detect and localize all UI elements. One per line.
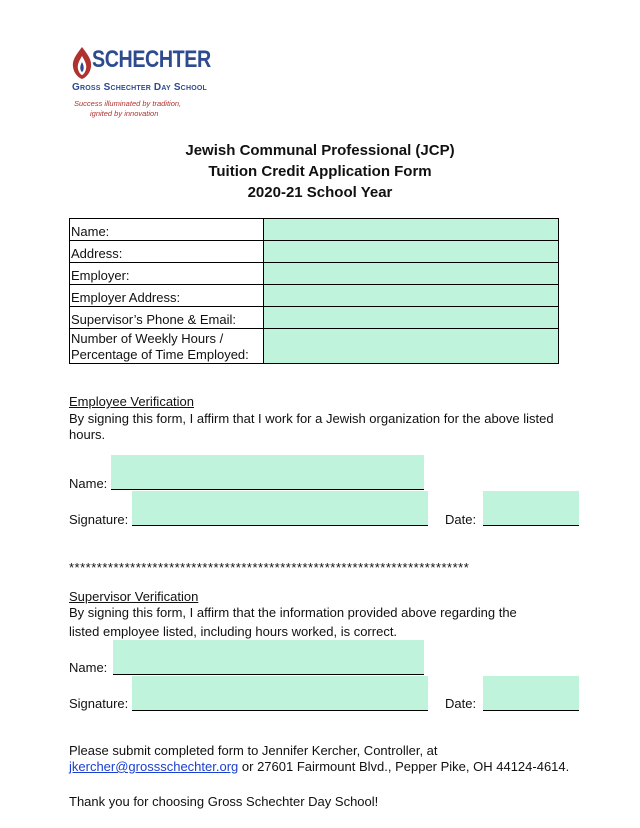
employee-date-field[interactable]	[483, 491, 579, 525]
name-field[interactable]	[264, 219, 559, 241]
table-row	[70, 329, 559, 364]
supervisor-signature-line	[132, 710, 428, 711]
supervisor-signature-label: Signature:	[69, 696, 129, 711]
name-label: Name:	[70, 219, 264, 241]
employer-field[interactable]	[264, 263, 559, 285]
mailing-address: or 27601 Fairmount Blvd., Pepper Pike, OH 44124-4614.	[238, 759, 570, 774]
supervisor-date-label: Date:	[445, 696, 477, 711]
hours-label	[70, 329, 264, 364]
title-line-3: 2020-21 School Year	[247, 184, 393, 201]
title-line-1: Jewish Communal Professional (JCP)	[185, 142, 455, 159]
submission-line-1: Please submit completed form to Jennifer Kercher, Controller, at	[69, 743, 438, 758]
submission-line-2	[69, 759, 569, 775]
employer-label: Employer:	[70, 263, 264, 285]
logo-tagline-line2: ignited by innovation	[90, 109, 159, 118]
supervisor-verification-text-1: By signing this form, I affirm that the information provided above regarding the	[69, 605, 517, 620]
supervisor-name-label: Name:	[69, 660, 108, 675]
thank-you-text: Thank you for choosing Gross Schechter Day School!	[69, 794, 379, 809]
table-row	[70, 219, 559, 241]
employee-verification-text: By signing this form, I affirm that I work for a Jewish organization for the above listed hours.	[69, 411, 554, 442]
employer-address-label: Employer Address:	[70, 285, 264, 307]
employer-address-field[interactable]	[264, 285, 559, 307]
supervisor-contact-field[interactable]	[264, 307, 559, 329]
supervisor-contact-label: Supervisor’s Phone & Email:	[70, 307, 264, 329]
employee-name-field[interactable]	[111, 455, 424, 489]
form-title	[0, 140, 640, 203]
employee-date-line	[483, 525, 579, 526]
supervisor-date-line	[483, 710, 579, 711]
supervisor-verification-heading: Supervisor Verification	[69, 589, 199, 604]
employee-name-line	[111, 489, 424, 490]
logo-tagline-line1: Success illuminated by tradition,	[74, 99, 182, 108]
supervisor-name-line	[113, 674, 424, 675]
employee-signature-line	[132, 525, 428, 526]
address-field[interactable]	[264, 241, 559, 263]
submission-instructions	[69, 743, 569, 775]
table-row	[70, 285, 559, 307]
logo-subtitle: Gross Schechter Day School	[72, 82, 207, 93]
address-label: Address:	[70, 241, 264, 263]
employee-verification-heading: Employee Verification	[69, 394, 195, 409]
hours-label-line1: Number of Weekly Hours /	[71, 331, 224, 346]
employee-signature-field[interactable]	[132, 491, 428, 525]
flame-icon	[70, 46, 94, 80]
supervisor-name-field[interactable]	[113, 640, 424, 674]
title-line-2: Tuition Credit Application Form	[208, 163, 432, 180]
hours-label-line2: Percentage of Time Employed:	[71, 347, 249, 362]
logo-name: SCHECHTER	[92, 46, 211, 73]
controller-email-link[interactable]: jkercher@grossschechter.org	[69, 759, 239, 774]
employee-name-label: Name:	[69, 476, 108, 491]
supervisor-signature-field[interactable]	[132, 676, 428, 710]
applicant-info-table	[69, 218, 559, 364]
hours-field[interactable]	[264, 329, 559, 364]
employee-date-label: Date:	[445, 512, 477, 527]
school-logo	[70, 44, 210, 124]
section-divider: ************************************************************************	[69, 560, 470, 575]
employee-signature-label: Signature:	[69, 512, 129, 527]
table-row	[70, 241, 559, 263]
logo-tagline	[74, 99, 181, 119]
supervisor-date-field[interactable]	[483, 676, 579, 710]
table-row	[70, 263, 559, 285]
table-row	[70, 307, 559, 329]
supervisor-verification-text-2: listed employee listed, including hours worked, is correct.	[69, 624, 398, 639]
